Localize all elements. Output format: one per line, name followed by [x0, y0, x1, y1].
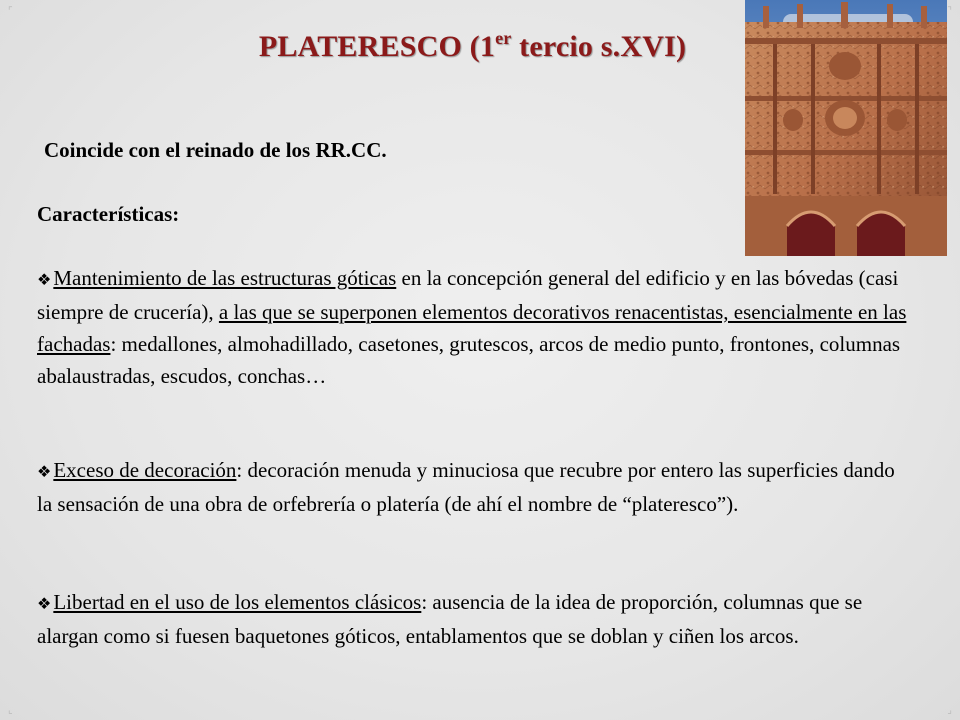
slide-title: PLATERESCO (1er tercio s.XVI)	[258, 28, 687, 63]
diamond-bullet-icon: ❖	[37, 270, 52, 289]
corner-mark-icon: ⌞	[8, 705, 13, 716]
corner-mark-icon: ⌜	[8, 6, 13, 17]
diamond-bullet-icon: ❖	[37, 594, 52, 613]
bullet-item: ❖Mantenimiento de las estructuras góticas en la concepción general del edificio y en las bóvedas (casi siempre de crucería), a las que se superponen elementos decorativos renacentistas, esencialmente en las fachadas: medallones, almohadillado, casetones, grutescos, arcos de medio punto, frontones, columnas abalaustradas, escudos, conchas…	[37, 266, 907, 388]
intro-text: Coincide con el reinado de los RR.CC.	[44, 138, 387, 162]
bullet-item: ❖Exceso de decoración: decoración menuda y minuciosa que recubre por entero las superficies dando la sensación de una obra de orfebrería o platería (de ahí el nombre de “plateresco”).	[37, 458, 895, 516]
facade-photo	[745, 0, 947, 256]
corner-mark-icon: ⌝	[947, 6, 952, 17]
diamond-bullet-icon: ❖	[37, 462, 52, 481]
bullet-item: ❖Libertad en el uso de los elementos clásicos: ausencia de la idea de proporción, columnas que se alargan como si fuesen baquetones góticos, entablamentos que se doblan y ciñen los arcos.	[37, 590, 863, 648]
section-heading: Características:	[37, 202, 180, 226]
corner-mark-icon: ⌟	[947, 705, 952, 716]
